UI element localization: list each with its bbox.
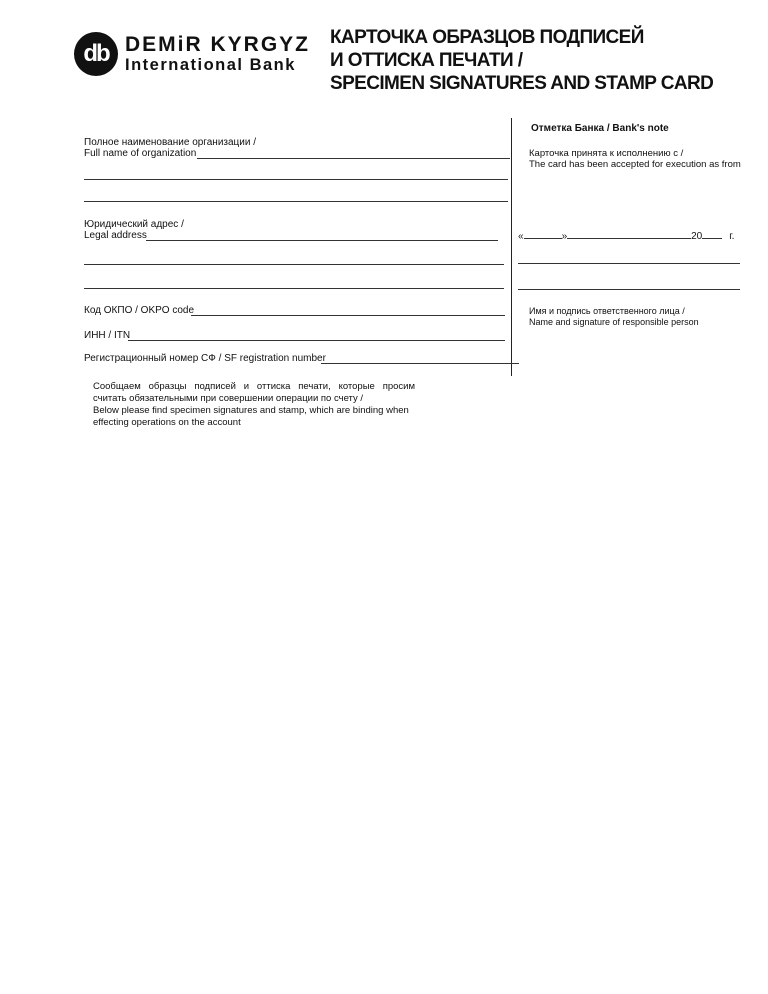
address-label-en: Legal address [84, 230, 147, 241]
inn-field[interactable] [128, 340, 505, 341]
accepted-label-en: The card has been accepted for execution as from [529, 159, 741, 170]
title-line1: КАРТОЧКА ОБРАЗЦОВ ПОДПИСЕЙ [330, 27, 644, 48]
month-blank[interactable] [567, 229, 691, 239]
sf-label: Регистрационный номер СФ / SF registration number [84, 353, 326, 364]
address-field-line3[interactable] [84, 288, 504, 289]
year-prefix: 20 [691, 231, 703, 242]
org-name-field[interactable] [197, 158, 510, 159]
bank-name-line2: International Bank [125, 56, 296, 74]
org-name-field-line2[interactable] [84, 179, 508, 180]
address-field[interactable] [146, 240, 498, 241]
bank-note-heading: Отметка Банка / Bank's note [531, 123, 669, 134]
org-name-field-line3[interactable] [84, 201, 508, 202]
responsible-field-line1[interactable] [518, 263, 740, 264]
bank-logo-mark [74, 32, 118, 76]
org-name-label-ru: Полное наименование организации / [84, 137, 257, 148]
acceptance-date-field[interactable] [518, 229, 734, 243]
title-line3: SPECIMEN SIGNATURES AND STAMP CARD [330, 73, 714, 94]
year-suffix: г. [729, 231, 735, 242]
okpo-field[interactable] [191, 315, 505, 316]
title-line2: И ОТТИСКА ПЕЧАТИ / [330, 50, 523, 71]
address-label-ru: Юридический адрес / [84, 219, 184, 230]
inn-label: ИНН / ITN [84, 330, 131, 341]
responsible-field-line2[interactable] [518, 289, 740, 290]
day-blank[interactable] [524, 229, 562, 239]
sf-field[interactable] [321, 363, 519, 364]
column-divider [511, 118, 512, 376]
bank-name-line1: DEMiR KYRGYZ [125, 33, 311, 56]
notice-ru-line1: Сообщаем образцы подписей и оттиска печати, которые просим [93, 381, 415, 392]
date-quote-close: » [561, 231, 568, 242]
specimen-notice [93, 381, 415, 429]
address-field-line2[interactable] [84, 264, 504, 265]
okpo-label: Код ОКПО / OKPO code [84, 305, 195, 316]
date-quote-open: « [518, 231, 524, 242]
year-blank[interactable] [702, 229, 722, 239]
notice-en-line2: effecting operations on the account [93, 417, 241, 428]
responsible-label-ru: Имя и подпись ответственного лица / [529, 306, 685, 316]
org-name-label-en: Full name of organization [84, 148, 197, 159]
notice-en-line1: Below please find specimen signatures and stamp, which are binding when [93, 405, 409, 416]
notice-ru-line2: считать обязательными при совершении операции по счету / [93, 393, 364, 404]
responsible-label-en: Name and signature of responsible person [529, 317, 699, 327]
logo-mark-text: db [83, 40, 109, 67]
accepted-label-ru: Карточка принята к исполнению с / [529, 148, 684, 159]
document-title [330, 26, 713, 95]
